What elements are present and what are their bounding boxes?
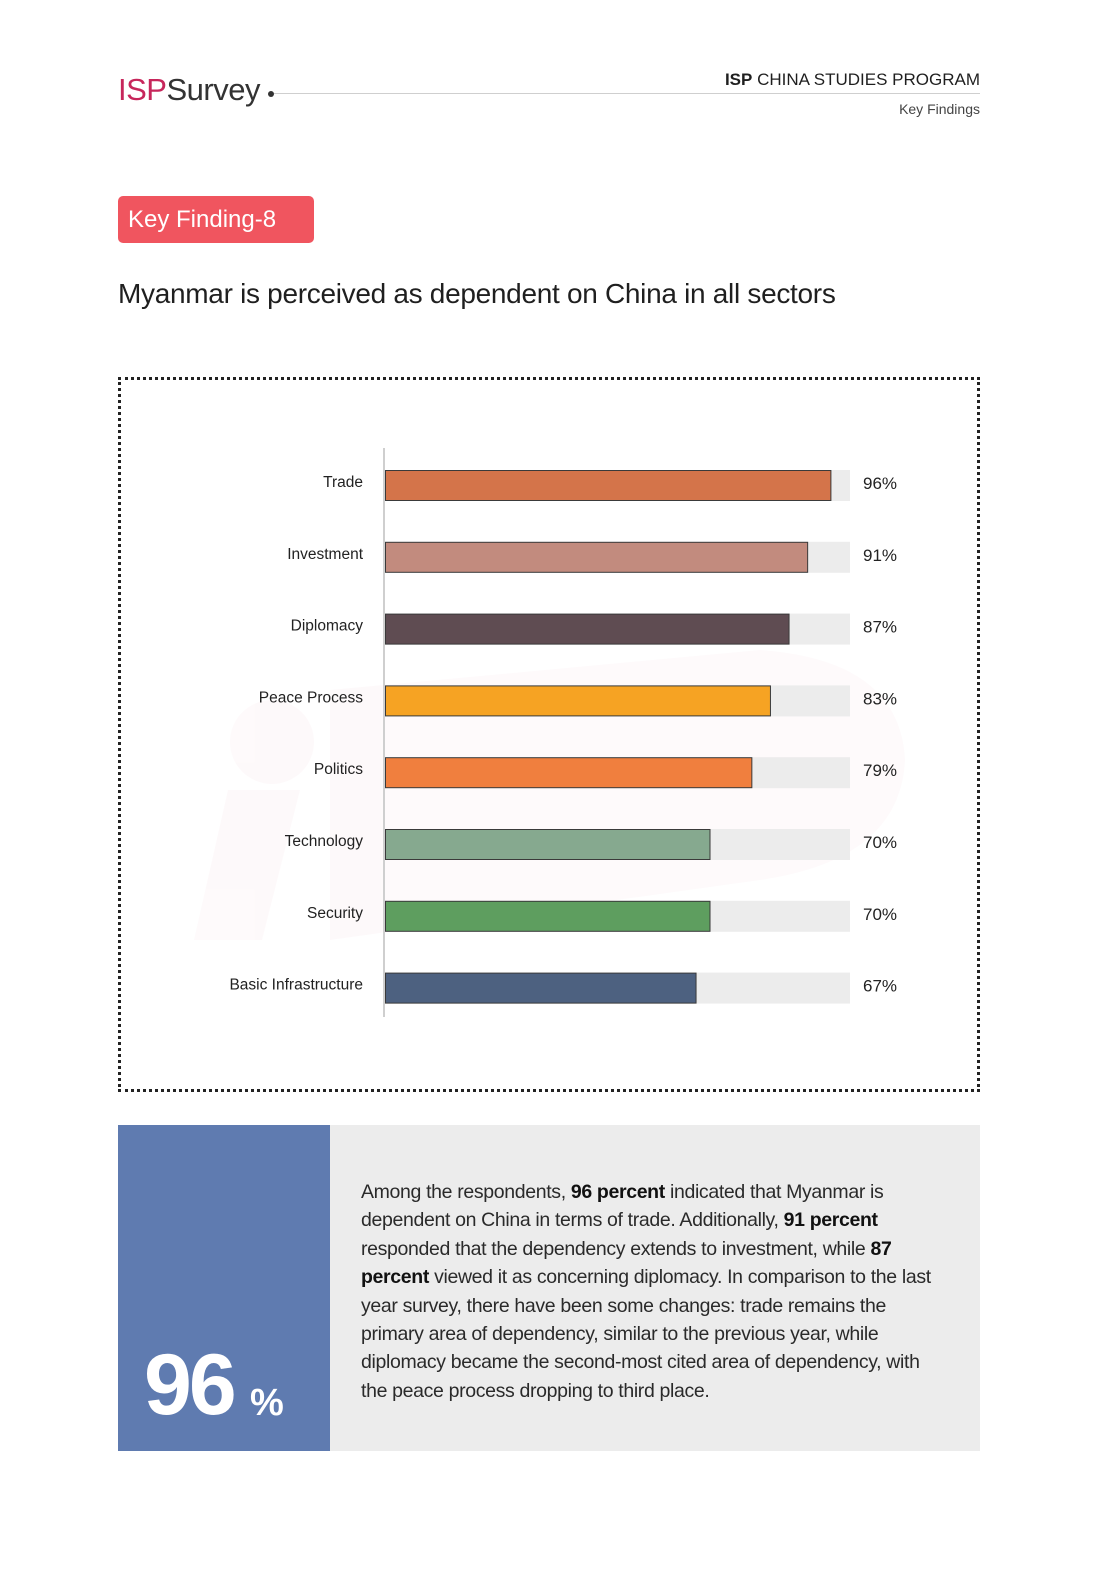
value-label: 83% [862,689,898,709]
category-label: Technology [284,833,363,850]
brand-survey: Survey [166,72,260,107]
summary-box [118,1125,980,1451]
summary-highlight: 91 percent [783,1209,878,1232]
bar-trade [386,471,831,501]
bar-diplomacy [386,614,790,644]
category-label: Investment [287,545,363,563]
category-label: Peace Process [258,689,363,707]
category-label: Basic Infrastructure [229,976,363,994]
category-label: Trade [323,474,363,491]
program-title-bold: ISP [724,70,753,89]
summary-highlight: 87 percent [361,1237,892,1289]
summary-text-run: indicated that Myanmar is dependent on China in terms of trade. Additionally, [361,1181,884,1232]
bar-politics [386,758,752,788]
summary-text-run: Among the respondents, [361,1181,571,1203]
stat-unit: % [250,1382,284,1424]
category-label: Security [307,904,363,922]
bar-security [386,901,711,931]
bar-peace-process [386,686,771,716]
bar-investment [386,542,808,572]
value-label: 79% [862,761,898,781]
value-label: 87% [862,617,898,637]
brand-isp: ISP [118,72,167,107]
stat-panel [118,1125,330,1451]
value-label: 70% [862,904,898,924]
summary-text-run: viewed it as concerning diplomacy. In comparison to the last year survey, there have been some changes: trade remains the primary area of dependency, similar to the previous year, while diplomacy became the second-most cited area of dependency, with the peace process dropping to third place. [361,1266,931,1402]
category-label: Politics [313,761,363,779]
program-title-rest: CHINA STUDIES PROGRAM [752,70,980,89]
value-label: 70% [862,833,898,852]
bar-basic-infrastructure [386,973,697,1003]
summary-paragraph [361,1178,947,1405]
summary-highlight: 96 percent [570,1181,665,1203]
value-label: 96% [862,474,898,493]
value-label: 67% [862,976,898,996]
finding-headline: Myanmar is perceived as dependent on China in all sectors [118,278,836,309]
category-label: Diplomacy [290,617,363,635]
summary-text-run: responded that the dependency extends to investment, while [361,1237,871,1260]
bar-technology [386,830,711,860]
value-label: 91% [862,545,898,565]
key-finding-badge: Key Finding-8 [118,196,314,243]
stat-number: 96 [144,1337,234,1433]
section-name: Key Findings [899,101,980,117]
